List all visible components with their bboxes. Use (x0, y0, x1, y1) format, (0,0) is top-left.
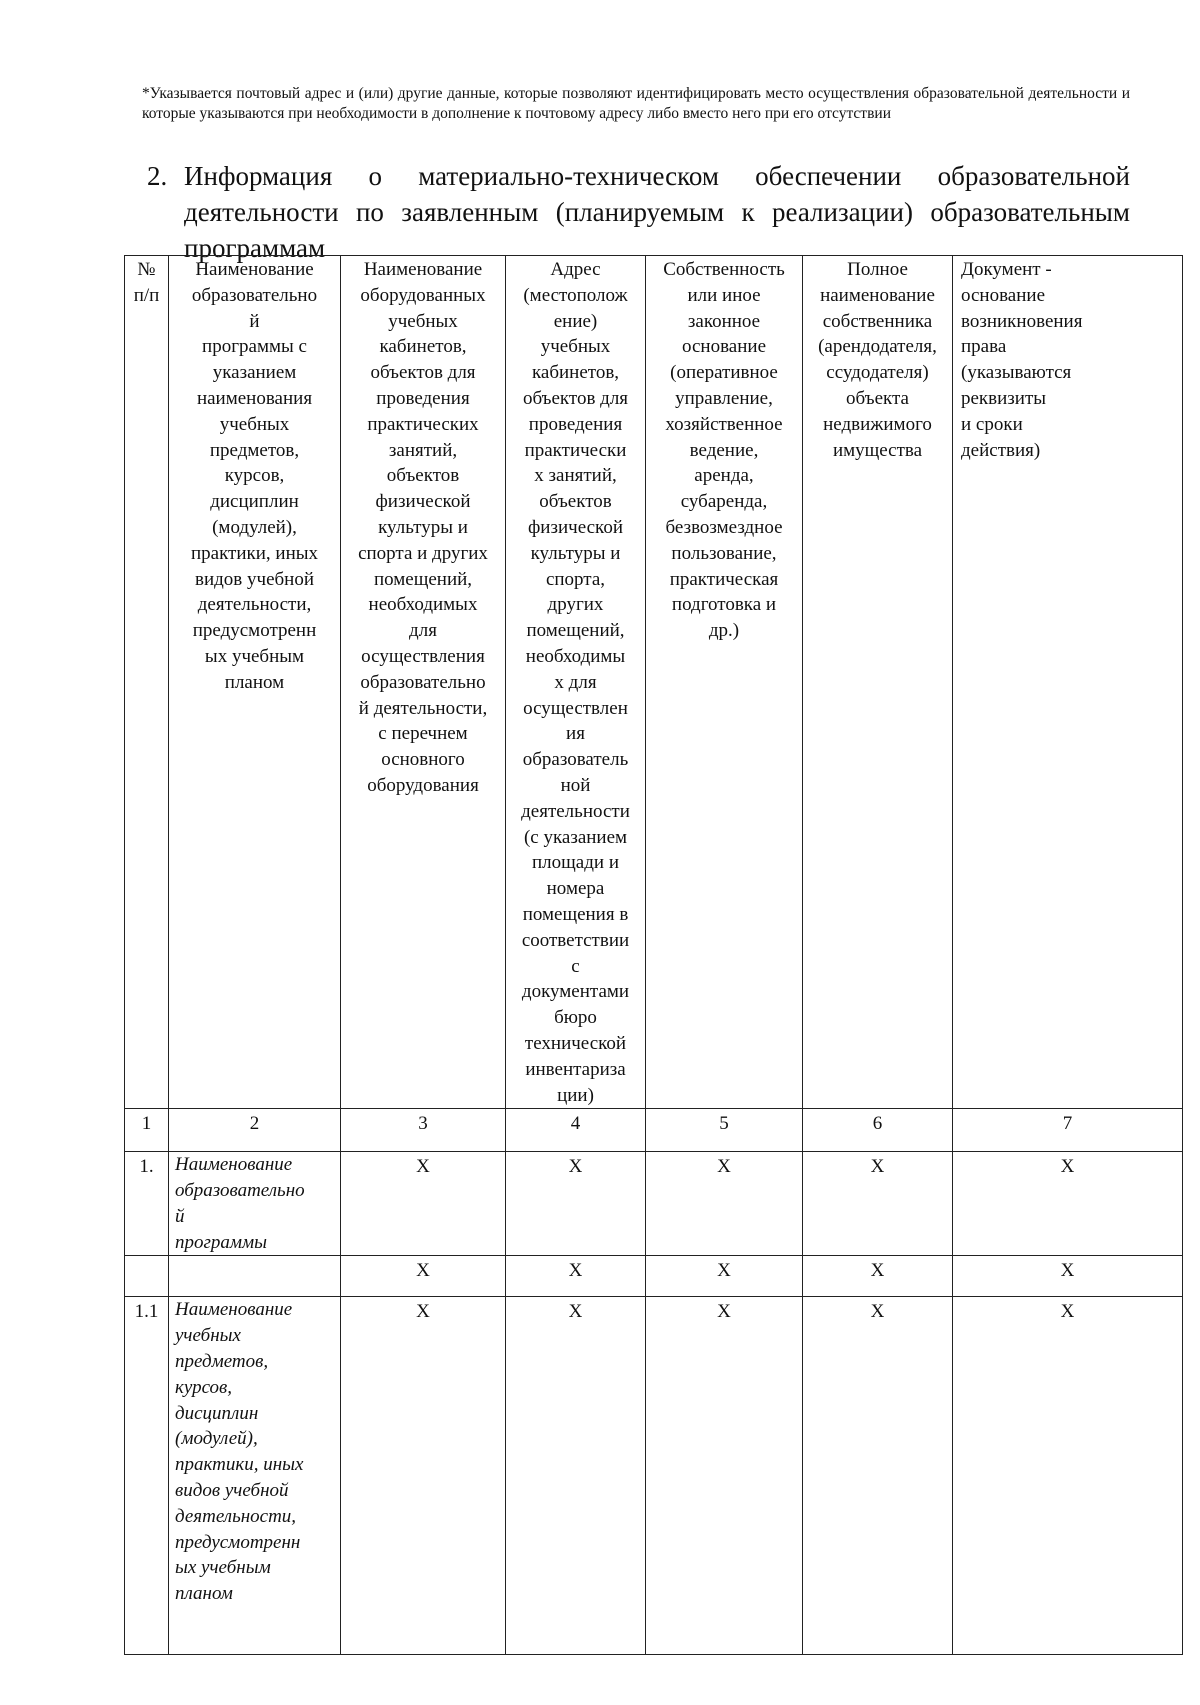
column-number: 7 (953, 1109, 1183, 1152)
column-number: 5 (646, 1109, 803, 1152)
table-cell: X (341, 1256, 506, 1297)
table-cell: X (341, 1297, 506, 1655)
table-row (125, 1152, 1183, 1256)
table-cell: X (953, 1256, 1183, 1297)
table-cell: X (506, 1152, 646, 1256)
table-cell: X (953, 1297, 1183, 1655)
section-heading (147, 158, 1130, 266)
material-resources-table (124, 255, 1183, 1655)
table-cell: X (646, 1152, 803, 1256)
table-cell: X (506, 1297, 646, 1655)
table-cell: X (506, 1256, 646, 1297)
header-cell: Собственность или иное законное основание (оперативное управление, хозяйственное ведение, аренда, субаренда, безвозмездное пользование, практическая подготовка и др.) (646, 256, 803, 1109)
column-number: 6 (803, 1109, 953, 1152)
row-number: 1. (125, 1152, 169, 1256)
table-row (125, 1297, 1183, 1655)
table-cell: X (953, 1152, 1183, 1256)
row-name (169, 1256, 341, 1297)
section-number: 2. (147, 161, 168, 191)
row-number: 1.1 (125, 1297, 169, 1655)
header-cell: Наименование оборудованных учебных кабинетов, объектов для проведения практических занятий, объектов физической культуры и спорта и других помещений, необходимых для осуществления образовательно й деятельности, с перечнем основного оборудования (341, 256, 506, 1109)
column-number-row (125, 1109, 1183, 1152)
header-cell: Наименование образовательно й программы с указанием наименования учебных предметов, курсов, дисциплин (модулей), практики, иных видов учебной деятельности, предусмотренн ых учебным планом (169, 256, 341, 1109)
column-number: 1 (125, 1109, 169, 1152)
table-cell: X (646, 1297, 803, 1655)
section-title: Информация о материально-техническом обеспечении образовательной деятельности по заявленным (планируемым к реализации) образовательным программам (184, 161, 1130, 263)
header-cell: № п/п (125, 256, 169, 1109)
header-cell: Полное наименование собственника (арендодателя, ссудодателя) объекта недвижимого имущества (803, 256, 953, 1109)
header-cell: Адрес (местополож ение) учебных кабинетов, объектов для проведения практически х занятий, объектов физической культуры и спорта, других помещений, необходимы х для осуществлен ия образователь ной деятельности (с указанием площади и номера помещения в соответствии с документами бюро технической инвентариза ции) (506, 256, 646, 1109)
table-cell: X (803, 1152, 953, 1256)
row-name: Наименование учебных предметов, курсов, дисциплин (модулей), практики, иных видов учебной деятельности, предусмотренн ых учебным планом (169, 1297, 341, 1655)
table-cell: X (803, 1256, 953, 1297)
header-cell: Документ - основание возникновения права (указываются реквизиты и сроки действия) (953, 256, 1183, 1109)
table-row (125, 1256, 1183, 1297)
row-name: Наименование образовательно й программы (169, 1152, 341, 1256)
column-number: 4 (506, 1109, 646, 1152)
table-cell: X (341, 1152, 506, 1256)
column-number: 2 (169, 1109, 341, 1152)
table-cell: X (803, 1297, 953, 1655)
row-number (125, 1256, 169, 1297)
table-header-row (125, 256, 1183, 1109)
column-number: 3 (341, 1109, 506, 1152)
table-cell: X (646, 1256, 803, 1297)
footnote: *Указывается почтовый адрес и (или) другие данные, которые позволяют идентифицировать место осуществления образовательной деятельности и которые указываются при необходимости в дополнение к почтовому адресу либо вместо него при его отсутствии (142, 85, 1130, 122)
